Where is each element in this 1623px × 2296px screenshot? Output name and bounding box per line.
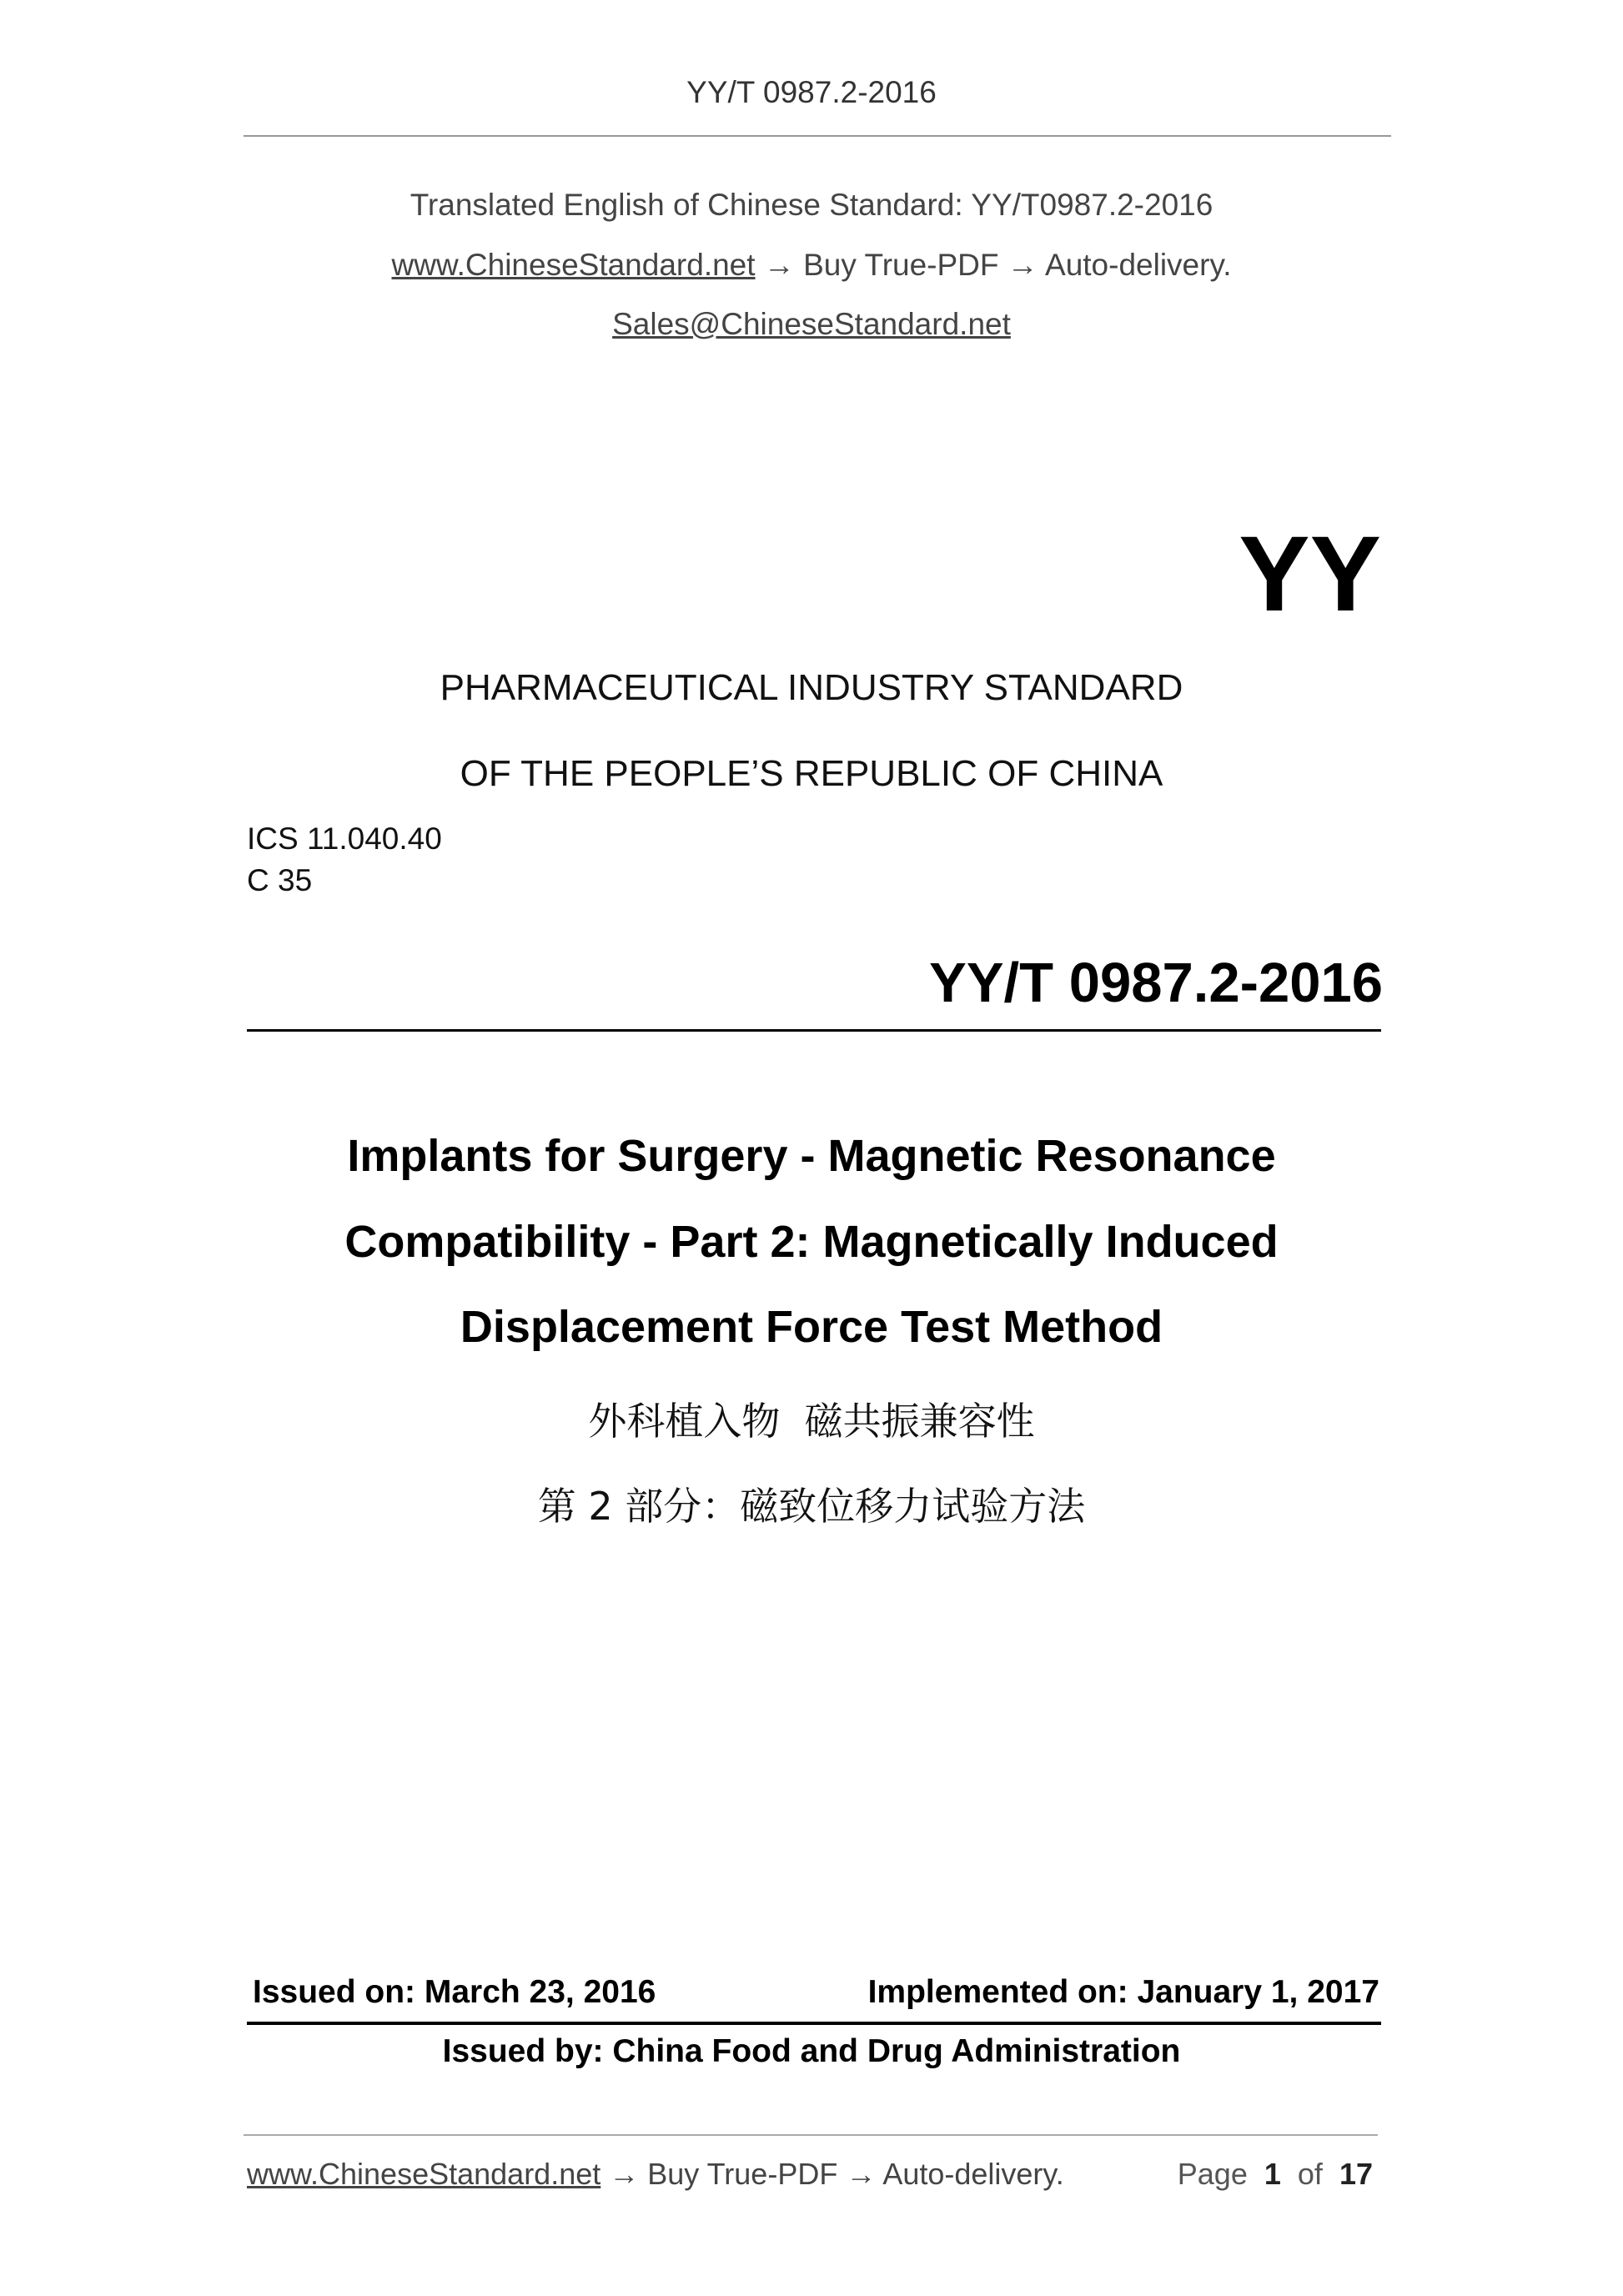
purchase-line: [0, 248, 1623, 283]
issuing-authority: Issued by: China Food and Drug Administration: [442, 2033, 1181, 2069]
page-current: 1: [1264, 2157, 1281, 2191]
header-standard-code: YY/T 0987.2-2016: [686, 75, 937, 109]
title-en-line2: Compatibility - Part 2: Magnetically Induced: [344, 1217, 1279, 1267]
page-indicator: [1178, 2157, 1373, 2192]
footer-site-link[interactable]: www.ChineseStandard.net: [247, 2157, 601, 2191]
page-total: 17: [1339, 2157, 1373, 2191]
of-label: of: [1297, 2157, 1323, 2191]
standard-type-line2: OF THE PEOPLE’S REPUBLIC OF CHINA: [460, 753, 1163, 794]
site-link[interactable]: www.ChineseStandard.net: [391, 248, 756, 282]
title-cn-line2: 第 2 部分：磁致位移力试验方法: [537, 1484, 1086, 1529]
footer-purchase-text: → Buy True-PDF → Auto-delivery.: [600, 2157, 1064, 2191]
footer-purchase-line: [247, 2157, 1064, 2192]
implemented-date: Implemented on: January 1, 2017: [867, 1974, 1379, 2010]
standard-number: YY/T 0987.2-2016: [929, 952, 1383, 1014]
category-code: YY: [1239, 515, 1381, 634]
standard-type-line1: PHARMACEUTICAL INDUSTRY STANDARD: [440, 667, 1183, 708]
title-en-line3: Displacement Force Test Method: [460, 1302, 1163, 1352]
ics-code: ICS 11.040.40: [247, 821, 442, 856]
title-en-line1: Implants for Surgery - Magnetic Resonance: [347, 1131, 1276, 1181]
sales-email-link[interactable]: Sales@ChineseStandard.net: [612, 307, 1011, 341]
dates-divider: [247, 2022, 1381, 2025]
ccs-code: C 35: [247, 863, 313, 897]
purchase-text: → Buy True-PDF → Auto-delivery.: [755, 248, 1232, 282]
page-label: Page: [1177, 2157, 1248, 2191]
issued-date: Issued on: March 23, 2016: [253, 1974, 656, 2010]
footer-divider: [244, 2134, 1378, 2136]
header-divider: [244, 135, 1391, 137]
title-cn-line1: 外科植入物 磁共振兼容性: [588, 1399, 1035, 1444]
translation-notice: Translated English of Chinese Standard: YY/T0987.2-2016: [410, 188, 1213, 222]
standard-number-divider: [247, 1029, 1381, 1032]
sales-email-line: [0, 307, 1623, 342]
